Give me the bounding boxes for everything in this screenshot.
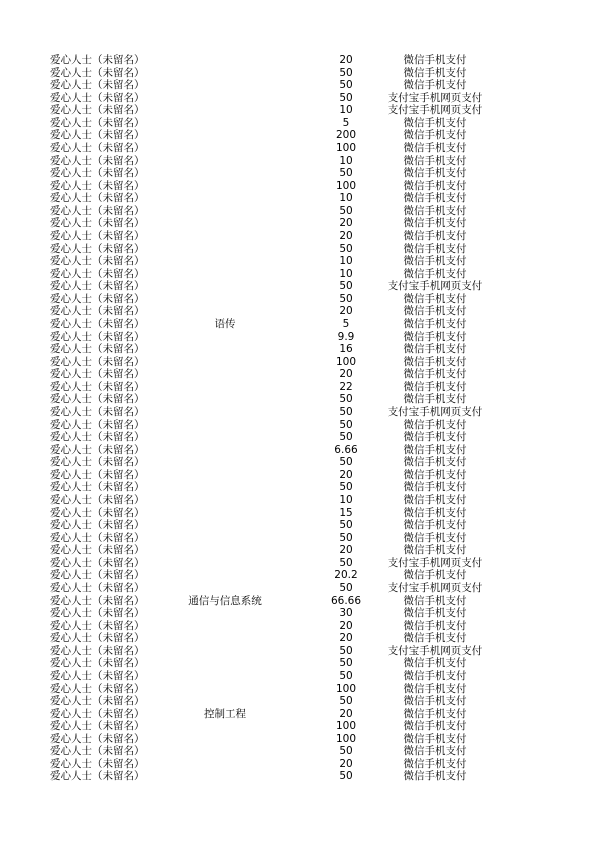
donation-amount: 50 [339,292,353,305]
table-row [0,79,600,92]
department-label: 通信与信息系统 [188,594,262,607]
table-row [0,255,600,268]
donation-amount: 30 [339,607,353,620]
table-row [0,117,600,130]
donation-amount: 200 [335,129,357,142]
table-row [0,142,600,155]
donation-amount: 5 [342,116,350,129]
donor-name: 爱心人士（未留名） [50,431,145,444]
payment-method: 微信手机支付 [403,368,467,381]
payment-method: 微信手机支付 [403,167,467,180]
donor-name: 爱心人士（未留名） [50,632,145,645]
payment-method: 微信手机支付 [403,267,467,280]
payment-method: 微信手机支付 [403,305,467,318]
payment-method: 微信手机支付 [403,707,467,720]
table-row [0,381,600,394]
donor-name: 爱心人士（未留名） [50,217,145,230]
donor-name: 爱心人士（未留名） [50,745,145,758]
donation-amount: 50 [339,745,353,758]
table-row [0,129,600,142]
donation-amount: 20 [339,619,353,632]
table-row [0,217,600,230]
donor-name: 爱心人士（未留名） [50,242,145,255]
donation-amount: 50 [339,657,353,670]
donation-amount: 20.2 [334,569,358,582]
donation-amount: 50 [339,695,353,708]
table-row [0,167,600,180]
donor-name: 爱心人士（未留名） [50,167,145,180]
donation-amount: 100 [335,720,357,733]
donation-amount: 20 [339,54,353,66]
donor-name: 爱心人士（未留名） [50,267,145,280]
payment-method: 支付宝手机网页支付 [387,581,483,594]
table-row [0,632,600,645]
donor-name: 爱心人士（未留名） [50,393,145,406]
payment-method: 微信手机支付 [403,770,467,783]
donor-name: 爱心人士（未留名） [50,481,145,494]
donor-name: 爱心人士（未留名） [50,66,145,79]
table-row [0,695,600,708]
table-row [0,708,600,721]
donation-amount: 15 [339,506,353,519]
donor-name: 爱心人士（未留名） [50,330,145,343]
table-row [0,595,600,608]
donor-name: 爱心人士（未留名） [50,569,145,582]
table-row [0,406,600,419]
donor-name: 爱心人士（未留名） [50,104,145,117]
table-row [0,104,600,117]
table-row [0,444,600,457]
table-row [0,532,600,545]
donation-amount: 10 [339,154,353,167]
donor-name: 爱心人士（未留名） [50,682,145,695]
table-row [0,54,600,67]
table-row [0,280,600,293]
donor-name: 爱心人士（未留名） [50,317,145,330]
payment-method: 微信手机支付 [403,607,467,620]
department-label: 语传 [214,317,236,330]
donor-name: 爱心人士（未留名） [50,556,145,569]
table-row [0,758,600,771]
table-row [0,557,600,570]
donation-amount: 10 [339,267,353,280]
table-row [0,268,600,281]
payment-method: 微信手机支付 [403,531,467,544]
payment-method: 微信手机支付 [403,179,467,192]
payment-method: 支付宝手机网页支付 [387,280,483,293]
donation-amount: 9.9 [337,330,355,343]
donor-name: 爱心人士（未留名） [50,669,145,682]
payment-method: 微信手机支付 [403,192,467,205]
table-row [0,343,600,356]
donor-name: 爱心人士（未留名） [50,380,145,393]
table-row [0,356,600,369]
table-row [0,305,600,318]
table-row [0,243,600,256]
donation-amount: 50 [339,242,353,255]
table-row [0,569,600,582]
donor-name: 爱心人士（未留名） [50,91,145,104]
payment-method: 微信手机支付 [403,657,467,670]
payment-method: 微信手机支付 [403,154,467,167]
table-row [0,92,600,105]
donor-name: 爱心人士（未留名） [50,229,145,242]
payment-method: 微信手机支付 [403,54,467,66]
donation-amount: 50 [339,556,353,569]
donor-name: 爱心人士（未留名） [50,204,145,217]
donation-amount: 20 [339,544,353,557]
donor-name: 爱心人士（未留名） [50,757,145,770]
table-row [0,494,600,507]
donor-name: 爱心人士（未留名） [50,54,145,66]
table-row [0,733,600,746]
payment-method: 微信手机支付 [403,79,467,92]
payment-method: 微信手机支付 [403,594,467,607]
donation-amount: 20 [339,757,353,770]
payment-method: 微信手机支付 [403,204,467,217]
donation-amount: 50 [339,167,353,180]
payment-method: 支付宝手机网页支付 [387,91,483,104]
donor-name: 爱心人士（未留名） [50,368,145,381]
donor-name: 爱心人士（未留名） [50,405,145,418]
table-row [0,582,600,595]
donor-name: 爱心人士（未留名） [50,192,145,205]
payment-method: 微信手机支付 [403,720,467,733]
donor-name: 爱心人士（未留名） [50,179,145,192]
payment-method: 微信手机支付 [403,292,467,305]
payment-method: 微信手机支付 [403,141,467,154]
donor-name: 爱心人士（未留名） [50,519,145,532]
payment-method: 支付宝手机网页支付 [387,405,483,418]
donor-name: 爱心人士（未留名） [50,305,145,318]
donation-amount: 66.66 [330,594,362,607]
donor-name: 爱心人士（未留名） [50,732,145,745]
table-row [0,67,600,80]
table-row [0,368,600,381]
donation-amount: 20 [339,707,353,720]
table-row [0,481,600,494]
donation-amount: 20 [339,632,353,645]
donation-amount: 50 [339,481,353,494]
payment-method: 支付宝手机网页支付 [387,104,483,117]
payment-method: 微信手机支付 [403,217,467,230]
donor-name: 爱心人士（未留名） [50,657,145,670]
donor-name: 爱心人士（未留名） [50,707,145,720]
payment-method: 微信手机支付 [403,695,467,708]
table-row [0,544,600,557]
table-row [0,657,600,670]
donor-name: 爱心人士（未留名） [50,607,145,620]
table-row [0,155,600,168]
donation-amount: 50 [339,456,353,469]
donor-name: 爱心人士（未留名） [50,129,145,142]
donor-name: 爱心人士（未留名） [50,770,145,783]
donation-amount: 100 [335,682,357,695]
payment-method: 支付宝手机网页支付 [387,644,483,657]
donation-amount: 20 [339,368,353,381]
donation-amount: 50 [339,431,353,444]
table-row [0,331,600,344]
donation-amount: 50 [339,418,353,431]
payment-method: 微信手机支付 [403,255,467,268]
table-row [0,720,600,733]
payment-method: 微信手机支付 [403,443,467,456]
donation-amount: 20 [339,229,353,242]
table-row [0,607,600,620]
table-row [0,770,600,783]
donation-amount: 50 [339,644,353,657]
donation-amount: 10 [339,192,353,205]
donation-amount: 50 [339,519,353,532]
donor-name: 爱心人士（未留名） [50,443,145,456]
donation-amount: 100 [335,355,357,368]
payment-method: 微信手机支付 [403,393,467,406]
donation-amount: 20 [339,468,353,481]
table-row [0,670,600,683]
payment-method: 微信手机支付 [403,330,467,343]
donor-name: 爱心人士（未留名） [50,79,145,92]
donor-name: 爱心人士（未留名） [50,493,145,506]
donation-amount: 50 [339,393,353,406]
payment-method: 微信手机支付 [403,669,467,682]
table-row [0,645,600,658]
payment-method: 微信手机支付 [403,343,467,356]
donation-amount: 10 [339,255,353,268]
payment-method: 微信手机支付 [403,242,467,255]
table-row [0,431,600,444]
payment-method: 微信手机支付 [403,682,467,695]
donor-name: 爱心人士（未留名） [50,154,145,167]
donation-amount: 20 [339,217,353,230]
payment-method: 微信手机支付 [403,757,467,770]
donation-amount: 50 [339,405,353,418]
donation-amount: 16 [339,343,353,356]
table-row [0,419,600,432]
payment-method: 微信手机支付 [403,229,467,242]
donation-amount: 10 [339,104,353,117]
payment-method: 微信手机支付 [403,544,467,557]
payment-method: 微信手机支付 [403,481,467,494]
table-row [0,683,600,696]
payment-method: 微信手机支付 [403,380,467,393]
table-row [0,192,600,205]
donor-name: 爱心人士（未留名） [50,355,145,368]
donation-amount: 50 [339,581,353,594]
donor-name: 爱心人士（未留名） [50,544,145,557]
donation-amount: 20 [339,305,353,318]
donor-name: 爱心人士（未留名） [50,531,145,544]
payment-method: 微信手机支付 [403,745,467,758]
donation-amount: 50 [339,204,353,217]
donor-name: 爱心人士（未留名） [50,619,145,632]
donation-amount: 50 [339,531,353,544]
table-row [0,620,600,633]
donor-name: 爱心人士（未留名） [50,644,145,657]
donation-amount: 6.66 [334,443,358,456]
donation-amount: 100 [335,732,357,745]
payment-method: 微信手机支付 [403,619,467,632]
donor-name: 爱心人士（未留名） [50,456,145,469]
payment-method: 支付宝手机网页支付 [387,556,483,569]
donation-amount: 5 [342,317,350,330]
donor-name: 爱心人士（未留名） [50,695,145,708]
table-row [0,507,600,520]
donation-amount: 100 [335,179,357,192]
payment-method: 微信手机支付 [403,519,467,532]
payment-method: 微信手机支付 [403,317,467,330]
table-row [0,318,600,331]
donor-name: 爱心人士（未留名） [50,292,145,305]
payment-method: 微信手机支付 [403,632,467,645]
payment-method: 微信手机支付 [403,569,467,582]
donor-name: 爱心人士（未留名） [50,343,145,356]
table-row [0,456,600,469]
donor-name: 爱心人士（未留名） [50,418,145,431]
table-row [0,205,600,218]
donor-name: 爱心人士（未留名） [50,141,145,154]
donation-amount: 10 [339,493,353,506]
donor-name: 爱心人士（未留名） [50,594,145,607]
payment-method: 微信手机支付 [403,418,467,431]
donor-name: 爱心人士（未留名） [50,116,145,129]
donor-name: 爱心人士（未留名） [50,581,145,594]
payment-method: 微信手机支付 [403,493,467,506]
table-row [0,519,600,532]
payment-method: 微信手机支付 [403,468,467,481]
donation-amount: 50 [339,79,353,92]
table-row [0,745,600,758]
payment-method: 微信手机支付 [403,456,467,469]
donor-name: 爱心人士（未留名） [50,720,145,733]
table-row [0,293,600,306]
payment-method: 微信手机支付 [403,732,467,745]
donation-amount: 100 [335,141,357,154]
donation-amount: 22 [339,380,353,393]
donation-amount: 50 [339,66,353,79]
payment-method: 微信手机支付 [403,129,467,142]
payment-method: 微信手机支付 [403,431,467,444]
donation-amount: 50 [339,669,353,682]
donation-amount: 50 [339,770,353,783]
donor-name: 爱心人士（未留名） [50,468,145,481]
table-row [0,469,600,482]
payment-method: 微信手机支付 [403,66,467,79]
donor-name: 爱心人士（未留名） [50,255,145,268]
department-label: 控制工程 [204,707,246,720]
donation-amount: 50 [339,91,353,104]
table-row [0,393,600,406]
donation-amount: 50 [339,280,353,293]
payment-method: 微信手机支付 [403,355,467,368]
donor-name: 爱心人士（未留名） [50,280,145,293]
payment-method: 微信手机支付 [403,116,467,129]
table-row [0,230,600,243]
table-row [0,180,600,193]
donor-name: 爱心人士（未留名） [50,506,145,519]
payment-method: 微信手机支付 [403,506,467,519]
